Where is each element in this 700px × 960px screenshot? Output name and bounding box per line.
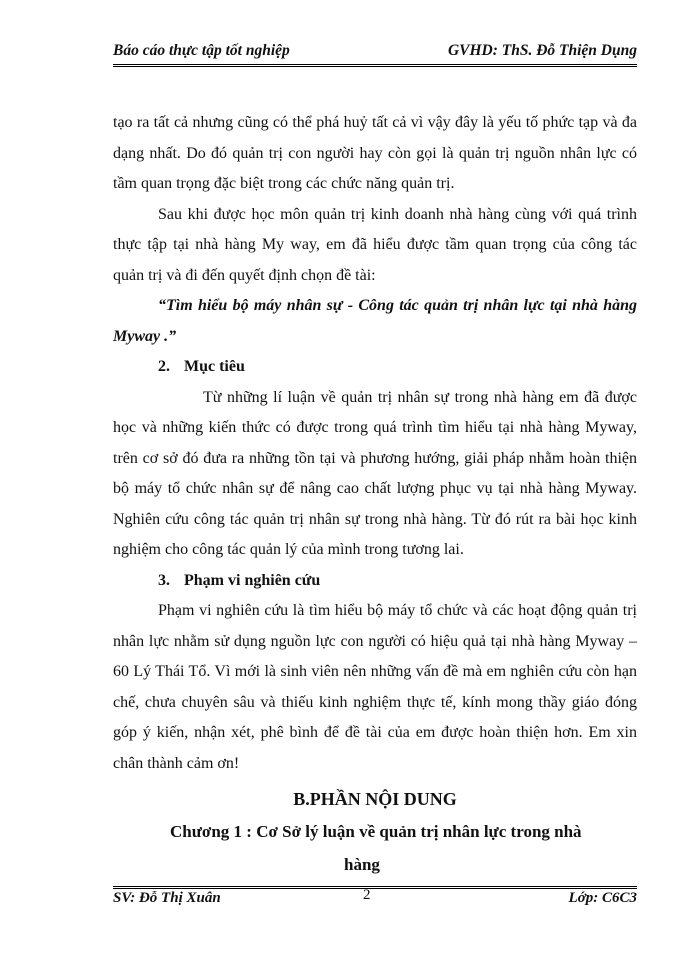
paragraph-objectives: Từ những lí luận về quản trị nhân sự trong nhà hàng em đã được học và những kiến thức có được trong quá trình tìm hiểu tại nhà hàng Myway, trên cơ sở đó đưa ra những tồn tại và phương hướng, giải pháp nhằm hoàn thiện bộ máy tổ chức nhân sự để nâng cao chất lượng phục vụ tại nhà hàng Myway. Nghiên cứu công tác quản trị nhân sự trong nhà hàng. Từ đó rút ra bài học kinh nghiệm cho công tác quản lý của mình trong tương lai. [113,388,637,558]
part-b-heading: B.PHẦN NỘI DUNG [293,789,457,809]
section-title: Mục tiêu [184,358,245,375]
page-body [113,108,637,881]
page-number: 2 [363,887,371,903]
footer-divider [113,886,637,889]
header-divider [113,64,637,67]
section-heading-objectives [113,352,637,383]
paragraph-scope: Phạm vi nghiên cứu là tìm hiểu bộ máy tổ chức và các hoạt động quản trị nhân lực nhằm sử dụng nguồn lực con người có hiệu quả tại nhà hàng Myway – 60 Lý Thái Tổ. Vì mới là sinh viên nên những vấn đề mà em nghiên cứu còn hạn chế, chưa chuyên sâu và thiếu kinh nghiệm thực tế, kính mong thầy giáo đóng góp ý kiến, nhận xét, phê bình để đề tài của em được hoàn thiện hơn. Em xin chân thành cảm ơn! [113,602,637,772]
paragraph-topic-choice: Sau khi được học môn quản trị kinh doanh nhà hàng cùng với quá trình thực tập tại nhà hàng My way, em đã hiểu được tầm quan trọng của công tác quản trị và đi đến quyết định chọn đề tài: [113,205,637,284]
chapter-heading-line1: Chương 1 : Cơ Sở lý luận về quản trị nhân lực trong nhà [170,822,582,841]
page-header [113,40,637,64]
footer-student: SV: Đỗ Thị Xuân [113,890,221,906]
chapter-heading [113,815,637,881]
page-footer [113,887,637,914]
paragraph-intro-continued: tạo ra tất cả nhưng cũng có thể phá huỷ tất cả vì vậy đây là yếu tố phức tạp và đa dạng nhất. Do đó quản trị con người hay còn gọi là quản trị nguồn nhân lực có tầm quan trọng đặc biệt trong các chức năng quản trị. [113,114,637,192]
topic-title: “Tìm hiểu bộ máy nhân sự - Công tác quản trị nhân lực tại nhà hàng Myway .” [113,297,637,345]
chapter-heading-line2: hàng [344,855,380,874]
section-heading-scope [113,566,637,597]
section-number: 3. [158,571,170,589]
footer-class: Lớp: C6C3 [568,890,637,906]
section-number: 2. [158,358,170,375]
header-advisor: GVHD: ThS. Đỗ Thiện Dụng [447,42,637,59]
header-report-title: Báo cáo thực tập tốt nghiệp [113,42,290,59]
section-title: Phạm vi nghiên cứu [184,571,321,589]
